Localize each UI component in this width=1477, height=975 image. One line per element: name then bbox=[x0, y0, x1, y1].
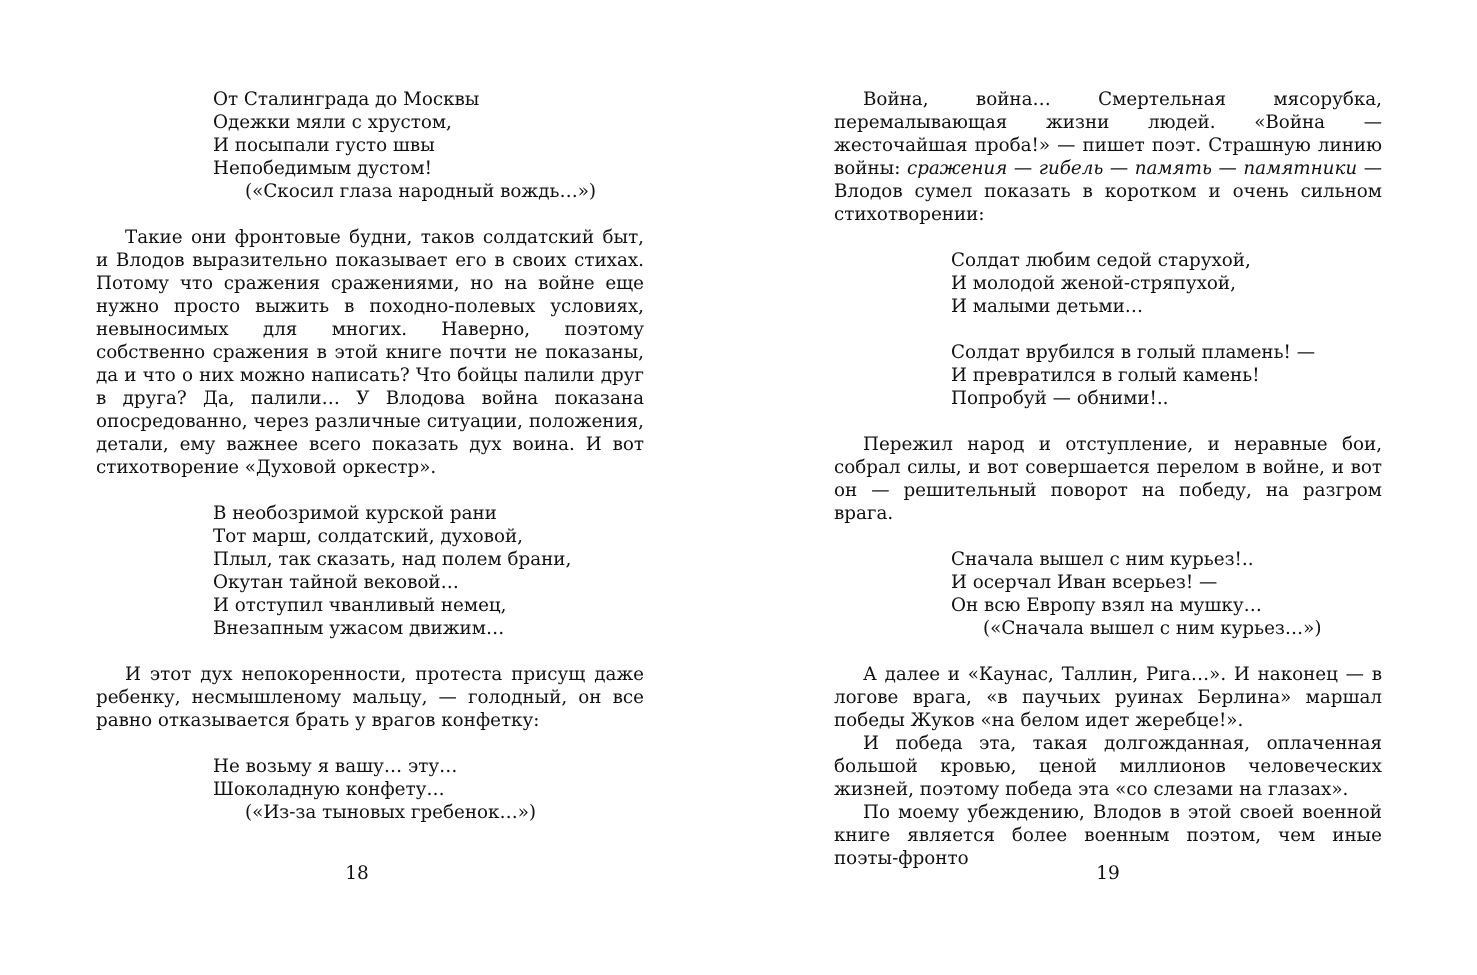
paragraph-text: Война, война… Смертельная мясорубка, перемалывающая жизни людей. «Война — жесточайшая проба!» — пишет поэт. Страшную линию войны: bbox=[834, 89, 1382, 179]
verse-line: И превратился в голый камень! bbox=[951, 365, 1260, 386]
verse-line: И малыми детьми… bbox=[951, 296, 1144, 317]
verse-line: Внезапным ужасом движим… bbox=[213, 618, 505, 639]
verse-line: И молодой женой-стряпухой, bbox=[951, 273, 1236, 294]
verse-source: («Сначала вышел с ним курьез…») bbox=[983, 618, 1322, 639]
verse-curious-case bbox=[834, 548, 1382, 640]
verse-line: От Сталинграда до Москвы bbox=[213, 89, 480, 110]
paragraph-war-meatgrinder bbox=[834, 88, 1382, 226]
italic-phrase: сражения — гибель — память — памятники bbox=[906, 158, 1358, 179]
right-page-text bbox=[834, 88, 1382, 870]
paragraph-conviction: По моему убеждению, Влодов в этой своей военной книге является более военным поэтом, чем иные поэты-фронто bbox=[834, 802, 1382, 869]
verse-line: Сначала вышел с ним курьез!.. bbox=[951, 549, 1254, 570]
right-page bbox=[738, 0, 1477, 975]
paragraph-text: — Влодов сумел показать в коротком и очень сильном стихотворении: bbox=[834, 158, 1382, 225]
verse-line: В необозримой курской рани bbox=[213, 503, 497, 524]
verse-line: Попробуй — обними!.. bbox=[951, 388, 1169, 409]
verse-line: Не возьму я вашу… эту… bbox=[213, 756, 458, 777]
verse-line: Тот марш, солдатский, духовой, bbox=[213, 526, 523, 547]
paragraph-berlin: А далее и «Каунас, Таллин, Рига…». И наконец — в логове врага, «в паучьих руинах Берлина» маршал победы Жуков «на белом идет жеребце!». bbox=[834, 664, 1382, 731]
verse-source: («Из-за тыновых гребенок…») bbox=[245, 802, 537, 823]
verse-line: И отступил чванливый немец, bbox=[213, 595, 507, 616]
verse-line: И посыпали густо швы bbox=[213, 135, 435, 156]
verse-line: Солдат врубился в голый пламень! — bbox=[951, 342, 1315, 363]
paragraph-victory: И победа эта, такая долгожданная, оплаченная большой кровью, ценой миллионов человеческих жизней, поэтому победа эта «со слезами на глазах». bbox=[834, 733, 1382, 800]
verse-line: Шоколадную конфету… bbox=[213, 779, 445, 800]
verse-line: Непобедимым дустом! bbox=[213, 158, 432, 179]
verse-soldier-stone bbox=[834, 341, 1382, 410]
verse-stalingrad bbox=[96, 88, 644, 203]
left-page bbox=[0, 0, 738, 975]
page-number: 18 bbox=[345, 863, 369, 884]
verse-candy bbox=[96, 755, 644, 824]
paragraph-turning-point: Пережил народ и отступление, и неравные бои, собрал силы, и вот совершается перелом в войне, и вот он — решительный поворот на победу, на разгром врага. bbox=[834, 434, 1382, 524]
verse-line: Он всю Европу взял на мушку… bbox=[951, 595, 1262, 616]
left-page-text bbox=[96, 88, 644, 824]
verse-soldier-loved bbox=[834, 249, 1382, 318]
verse-line: Одежки мяли с хрустом, bbox=[213, 112, 452, 133]
verse-source: («Скосил глаза народный вождь…») bbox=[245, 181, 597, 202]
verse-line: Плыл, так сказать, над полем брани, bbox=[213, 549, 572, 570]
verse-line: Окутан тайной вековой… bbox=[213, 572, 459, 593]
paragraph-child-spirit: И этот дух непокоренности, протеста присущ даже ребенку, несмышленому мальцу, — голодный, он все равно отказывается брать у врагов конфетку: bbox=[96, 664, 644, 731]
verse-line: Солдат любим седой старухой, bbox=[951, 250, 1251, 271]
paragraph-soldier-life: Такие они фронтовые будни, таков солдатский быт, и Влодов выразительно показывает его в своих стихах. Потому что сражения сражениями, но на войне еще нужно просто выжить в походно-полевых условиях, невыносимых для многих. Наверно, поэтому собственно сражения в этой книге почти не показаны, да и что о них можно написать? Что бойцы палили друг в друга? Да, палили… У Влодова война показана опосредованно, через различные ситуации, положения, детали, ему важнее всего показать дух воина. И вот стихотворение «Духовой оркестр». bbox=[96, 227, 644, 478]
verse-brass-band bbox=[96, 502, 644, 640]
page-number: 19 bbox=[1096, 863, 1120, 884]
verse-line: И осерчал Иван всерьез! — bbox=[951, 572, 1218, 593]
